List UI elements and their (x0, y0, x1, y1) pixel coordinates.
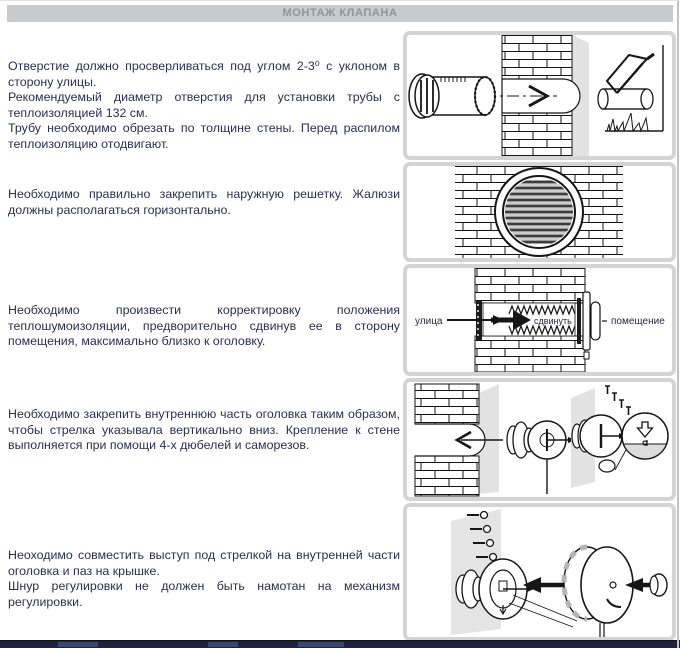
brick-wall-top (475, 268, 585, 303)
street-label: улица (415, 316, 443, 327)
saw-handle (647, 54, 654, 59)
insulation-diagram (407, 268, 672, 372)
head-flange-assembly (507, 421, 576, 494)
brick-wall-top (415, 384, 479, 424)
instruction-block-insulation (8, 303, 400, 350)
bar-segment (58, 642, 98, 647)
paragraph: Необходимо правильно закрепить наружную решетку. Жалюзи должны располагаться горизонтально. (8, 187, 400, 217)
diagram-panel-inner-head (403, 378, 676, 501)
sawdust-marks (607, 113, 648, 131)
paragraph: Неоходимо совместить выступ под стрелкой на внутренней части оголовка и паз на крышке. (8, 548, 400, 578)
paragraph: Трубу необходимо обрезать по толщине стены. Перед распилом теплоизоляцию отодвигают. (8, 121, 400, 151)
instruction-block-cover (8, 548, 400, 610)
inner-head-diagram (407, 382, 672, 497)
pipe-end (641, 89, 653, 109)
drilling-diagram (407, 35, 672, 156)
section-title: МОНТАЖ КЛАПАНА (282, 7, 398, 19)
paragraph: Необходимо произвести корректировку положения теплошумоизоляции, предворительно сдвинув ее в сторону помещения, максимально близко к оголовку. (8, 303, 400, 349)
diagram-panel-insulation (403, 264, 676, 376)
instruction-block-drilling (8, 59, 400, 153)
paragraph: Необходимо закрепить внутреннюю часть оголовка таким образом, чтобы стрелка указывала вертикально вниз. Крепление к стене выполняется при помощи 4-х дюбелей и саморезов. (8, 407, 400, 453)
room-label: помещение (611, 316, 665, 327)
cover-disc (564, 547, 633, 623)
saw-cutting-scene (598, 45, 663, 131)
paragraph: Рекомендуемый диаметр отверстия для установки трубы с теплоизоляцией 132 см. (8, 90, 400, 120)
arrow-down-detail (615, 413, 668, 470)
pipe-end (598, 89, 608, 109)
diagram-panel-cover (403, 503, 676, 641)
brick-wall-bottom (475, 336, 585, 372)
hacksaw-frame-icon (607, 55, 647, 93)
pipe-with-insulation (409, 74, 495, 118)
diagram-panel-grille (403, 162, 676, 262)
paragraph: Шнур регулировки не должен быть намотан на механизм регулировки. (8, 579, 400, 609)
grille-diagram (407, 166, 672, 258)
adjustment-knob (650, 574, 667, 596)
paragraph: Отверстие должно просверливаться под углом 2-3⁰ с уклоном в сторону улицы. (8, 59, 400, 89)
instruction-block-inner-head (8, 407, 400, 454)
diagram-panel-drilling (403, 31, 676, 160)
brick-wall-bottom (415, 456, 479, 496)
instruction-block-grille (8, 187, 400, 218)
bar-segment (208, 642, 238, 647)
page-right-border (677, 1, 679, 648)
screws-icon (605, 386, 631, 415)
bar-segment (298, 642, 344, 647)
adjustment-cord (600, 623, 604, 637)
section-header (7, 5, 673, 22)
shift-label: сдвинуть (534, 316, 572, 326)
cover-assembly-diagram (407, 507, 672, 637)
